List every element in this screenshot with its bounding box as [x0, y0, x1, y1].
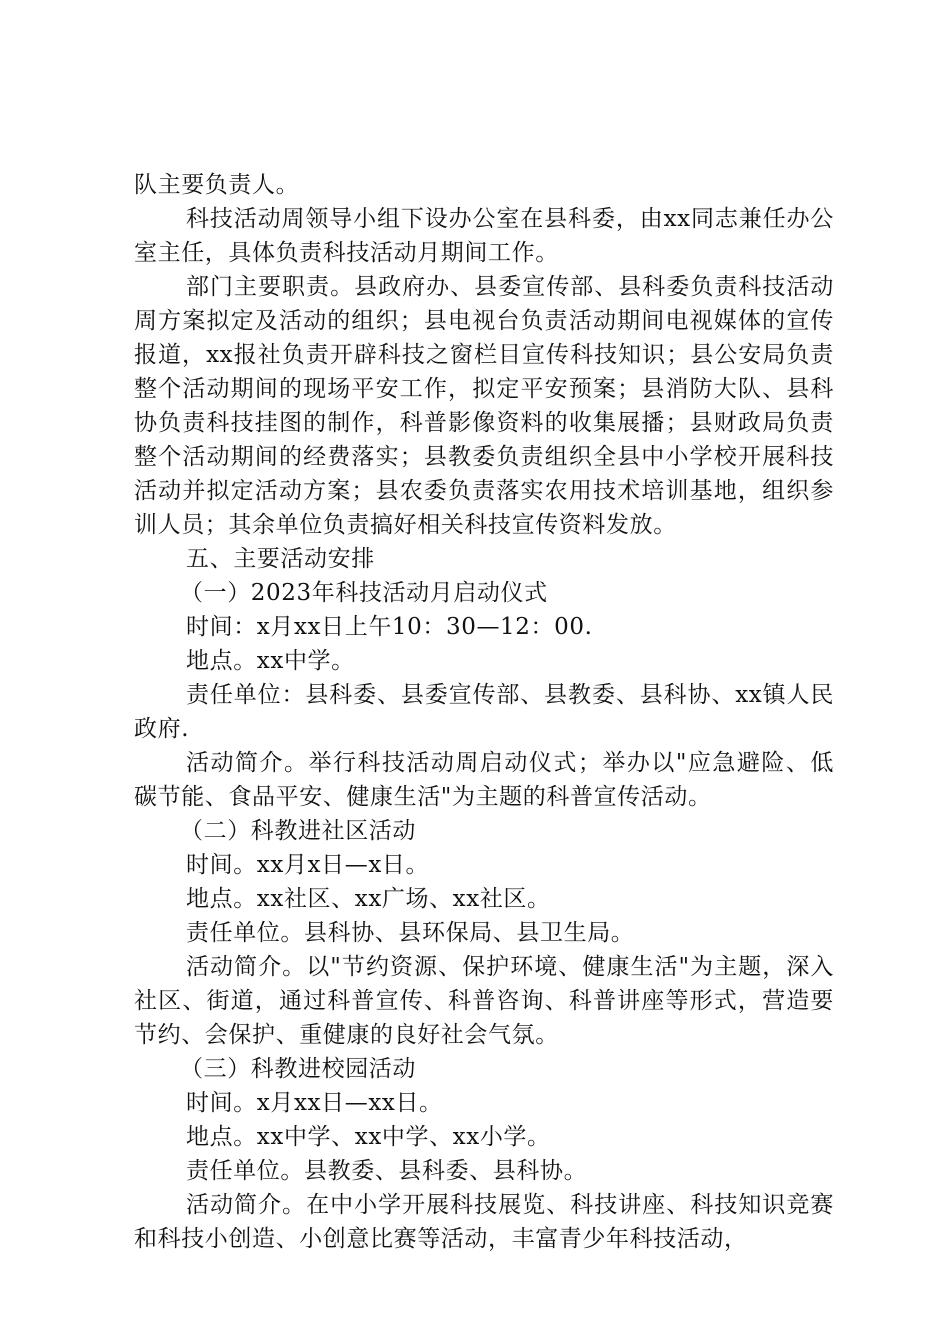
paragraph-continuation: 队主要负责人。	[134, 172, 300, 198]
item-responsible-3: 责任单位。县教委、县科委、县科协。	[186, 1158, 588, 1184]
item-time-1: 时间：x月xx日上午10：30—12：00.	[186, 614, 593, 640]
section-heading-main-activities: 五、主要活动安排	[186, 546, 375, 572]
subheading-launch-ceremony: （一）2023年科技活动月启动仪式	[180, 580, 548, 606]
item-responsible-2: 责任单位。县科协、县环保局、县卫生局。	[186, 920, 635, 946]
item-summary-1: 活动简介。举行科技活动周启动仪式；举办以"应急避险、低碳节能、食品平安、健康生活"为主题的科普宣传活动。	[134, 750, 834, 810]
item-summary-2: 活动简介。以"节约资源、保护环境、健康生活"为主题，深入社区、街道，通过科普宣传、科普咨询、科普讲座等形式，营造要节约、会保护、重健康的良好社会气氛。	[134, 954, 834, 1048]
paragraph-office-setup: 科技活动周领导小组下设办公室在县科委，由xx同志兼任办公室主任，具体负责科技活动月期间工作。	[134, 206, 834, 266]
document-body	[134, 168, 834, 1256]
subheading-community-activity: （二）科教进社区活动	[180, 818, 416, 844]
item-location-1: 地点。xx中学。	[186, 648, 355, 674]
item-time-3: 时间。x月xx日—xx日。	[186, 1090, 443, 1116]
subheading-campus-activity: （三）科教进校园活动	[180, 1056, 416, 1082]
item-summary-3: 活动简介。在中小学开展科技展览、科技讲座、科技知识竞赛和科技小创造、小创意比赛等活动，丰富青少年科技活动，	[134, 1192, 834, 1252]
item-location-3: 地点。xx中学、xx中学、xx小学。	[186, 1124, 551, 1150]
item-location-2: 地点。xx社区、xx广场、xx社区。	[186, 886, 551, 912]
paragraph-department-duties: 部门主要职责。县政府办、县委宣传部、县科委负责科技活动周方案拟定及活动的组织；县电视台负责活动期间电视媒体的宣传报道，xx报社负责开辟科技之窗栏目宣传科技知识；县公安局负责整个活动期间的现场平安工作，拟定平安预案；县消防大队、县科协负责科技挂图的制作，科普影像资料的收集展播；县财政局负责整个活动期间的经费落实；县教委负责组织全县中小学校开展科技活动并拟定活动方案；县农委负责落实农用技术培训基地，组织参训人员；其余单位负责搞好相关科技宣传资料发放。	[134, 274, 834, 538]
item-time-2: 时间。xx月x日—x日。	[186, 852, 430, 878]
item-responsible-1: 责任单位：县科委、县委宣传部、县教委、县科协、xx镇人民政府.	[134, 682, 834, 742]
